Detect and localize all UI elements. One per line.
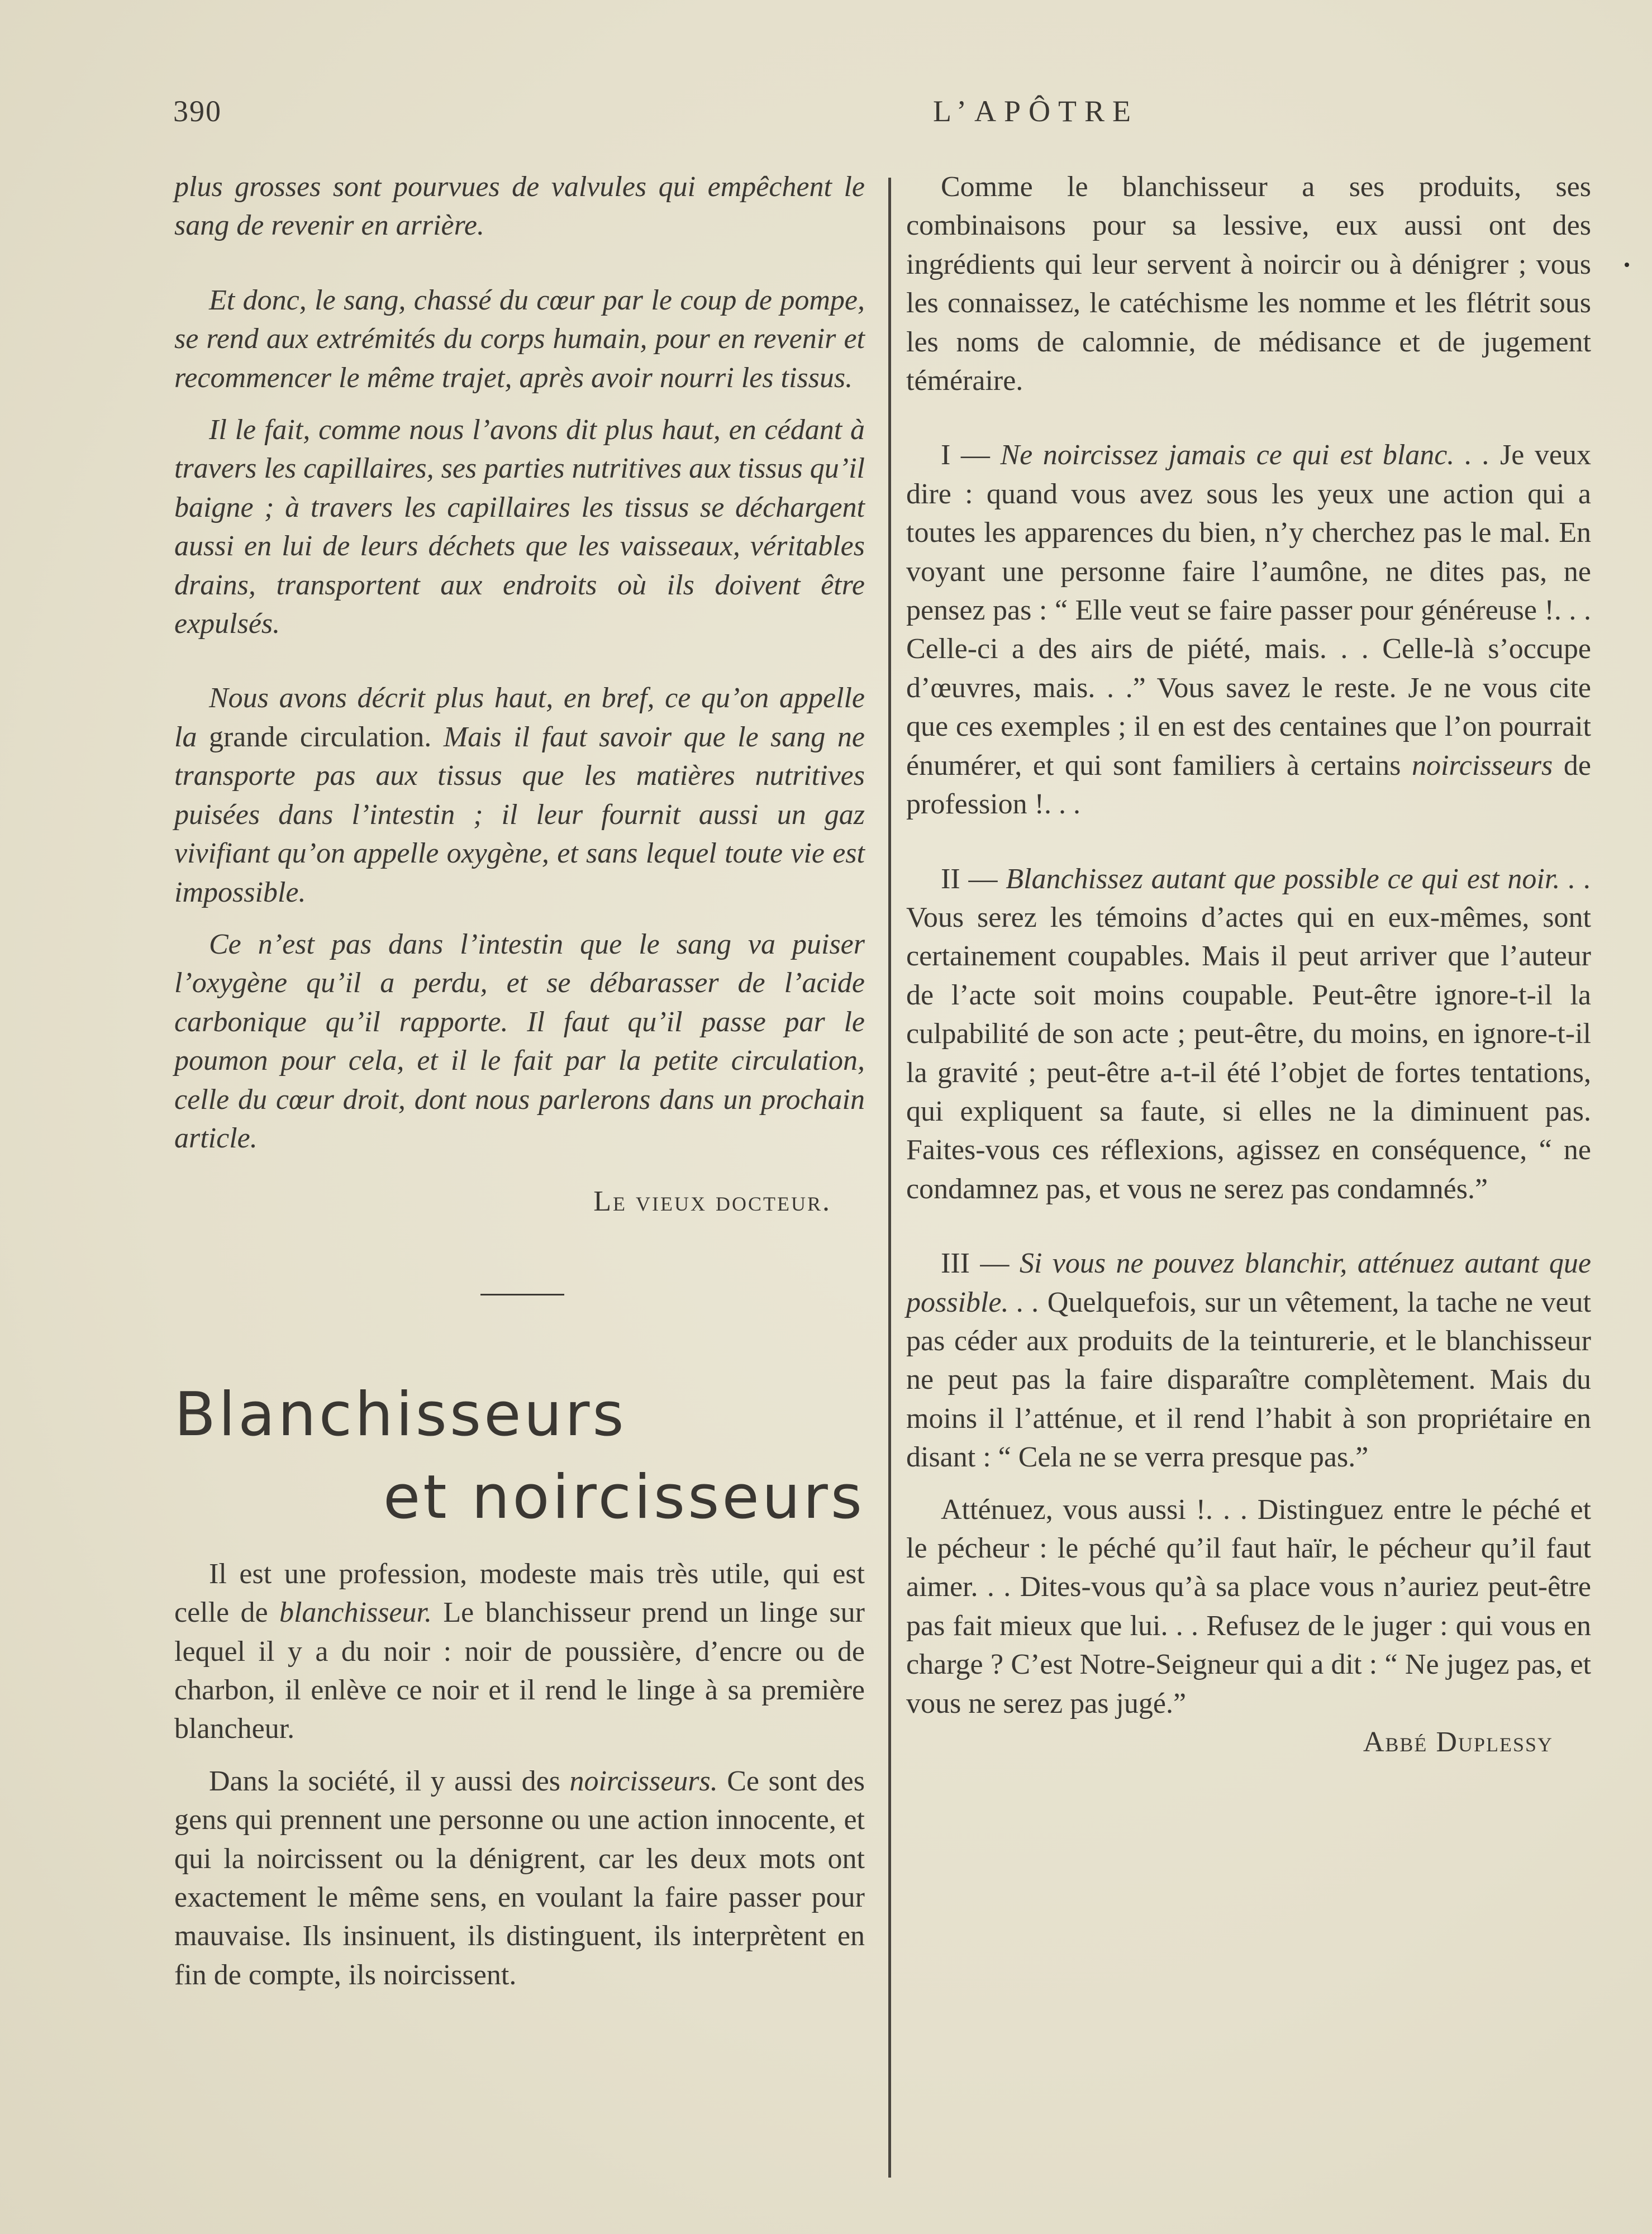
paragraph	[906, 436, 1591, 823]
text-span: Je veux dire : quand vous avez sous les yeux une action qui a toutes les apparences du bien, n’y cherchez pas le mal. En voyant une personne faire l’aumône, ne dites pas, ne pensez pas : “ Elle veut se faire passer pour généreuse !. . . Celle-ci a des airs de piété, mais. . . Celle-là s’occupe d’œuvres, mais. . .” Vous savez le reste. Je ne vous cite que ces exemples ; il en est des centaines que l’on pourrait énumérer, et qui sont familiers à certains	[906, 439, 1591, 782]
text-span: II —	[941, 863, 1006, 895]
text-span: Ne noircissez jamais ce qui est blanc. . .	[1000, 439, 1490, 471]
paragraph: Il le fait, comme nous l’avons dit plus haut, en cédant à travers les capillaires, ses parties nutritives aux tissus qu’il baigne ; à travers les capillaires les tissus se déchargent aussi en lui de leurs déchets que les vaisseaux, véritables drains, transportent aux endroits où ils doivent être expulsés.	[174, 414, 865, 640]
text-span: blanchisseur.	[279, 1597, 432, 1629]
paragraph: Comme le blanchisseur a ses produits, ses combinaisons pour sa lessive, eux aussi ont des ingrédients qui leur servent à noircir ou à dénigrer ; vous les connaissez, le catéchisme les nomme et les flétrit sous les noms de calomnie, de médisance et de jugement téméraire.	[906, 171, 1591, 397]
print-speck	[1625, 263, 1629, 267]
text-span: Dans la société, il y aussi des	[209, 1765, 570, 1797]
paragraph	[906, 1244, 1591, 1476]
section-rule	[480, 1294, 564, 1295]
left-column	[174, 168, 865, 1994]
signature: Abbé Duplessy	[1363, 1726, 1553, 1759]
text-span: Nous avons décrit plus haut, en bref, ce qu’on appelle la	[174, 682, 865, 753]
text-span: III —	[941, 1247, 1020, 1280]
text-span: Il est une profession, modeste mais très utile, qui est celle de	[174, 1557, 865, 1629]
text-span: de profession !. . .	[906, 749, 1591, 821]
text-span: noircisseurs.	[569, 1765, 718, 1797]
paragraph: Ce n’est pas dans l’intestin que le sang va puiser l’oxygène qu’il a perdu, et se débarasser de l’acide carbonique qu’il rapporte. Il faut qu’il passe par le poumon pour cela, et il le fait par la petite circulation, celle du cœur droit, dont nous parlerons dans un prochain article.	[174, 928, 865, 1154]
paragraph	[174, 1762, 865, 1994]
paragraph	[906, 860, 1591, 1209]
text-span: Mais il faut savoir que le sang ne transporte pas aux tissus que les matières nutritives puisées dans l’intestin ; il leur fournit aussi un gaz vivifiant qu’on appelle oxygène, et sans lequel toute vie est impossible.	[174, 721, 865, 908]
paragraph: Et donc, le sang, chassé du cœur par le coup de pompe, se rend aux extrémités du corps humain, pour en revenir et recommencer le même trajet, après avoir nourri les tissus.	[174, 284, 865, 394]
signature: Le vieux docteur.	[593, 1185, 831, 1218]
article-title	[174, 1374, 865, 1539]
article-title-line: et noircisseurs	[383, 1462, 865, 1532]
text-span: Si vous ne pouvez blanchir, atténuez autant que possible. . .	[906, 1247, 1591, 1318]
text-span: Ce sont des gens qui prennent une personne ou une action innocente, et qui la noircissent ou la dénigrent, car les deux mots ont exactement le même sens, en voulant la faire passer pour mauvaise. Ils insinuent, ils distinguent, ils interprètent en fin de compte, ils noircissent.	[174, 1765, 865, 1991]
paragraph	[174, 679, 865, 911]
paragraph: Atténuez, vous aussi !. . . Distinguez entre le péché et le pécheur : le péché qu’il faut haïr, le pécheur qu’il faut aimer. . . Dites-vous qu’à sa place vous n’auriez peut-être pas fait mieux que lui. . . Refusez de le juger : qui vous en charge ? C’est Notre-Seigneur qui a dit : “ Ne jugez pas, et vous ne serez pas jugé.”	[906, 1493, 1591, 1719]
article-title-line: Blanchisseurs	[174, 1379, 627, 1450]
paragraph-continuation: plus grosses sont pourvues de valvules qui empêchent le sang de revenir en arrière.	[174, 171, 865, 242]
text-span: I —	[941, 439, 1001, 471]
right-column	[906, 168, 1591, 1761]
text-span: grande circulation.	[208, 721, 432, 753]
text-span: Vous serez les témoins d’actes qui en eux-mêmes, sont certainement coupables. Mais il peut arriver que l’auteur de l’acte soit moins coupable. Peut-être ignore-t-il la culpabilité de son acte ; peut-être, du moins, en ignore-t-il la gravité ; peut-être a-t-il été l’objet de fortes tentations, qui expliquent sa faute, si elles ne la diminuent pas. Faites-vous ces réflexions, agissez en conséquence, “ ne condamnez pas, et vous ne serez pas condamnés.”	[906, 901, 1591, 1205]
paragraph	[174, 1555, 865, 1749]
column-divider	[888, 178, 891, 2178]
page-number: 390	[173, 94, 222, 128]
text-span: Blanchissez autant que possible ce qui est noir. . .	[1006, 863, 1591, 895]
page-header	[173, 94, 1592, 133]
text-span: Quelquefois, sur un vêtement, la tache ne veut pas céder aux produits de la teinturerie, et le blanchisseur ne peut pas la faire disparaître complètement. Mais du moins il l’atténue, et il rend l’habit à son propriétaire en disant : “ Cela ne se verra presque pas.”	[906, 1286, 1591, 1474]
text-span: Le blanchisseur prend un linge sur lequel il y a du noir : noir de poussière, d’encre ou de charbon, il enlève ce noir et il rend le linge à sa première blancheur.	[174, 1597, 865, 1745]
running-title: L’APÔTRE	[933, 94, 1139, 128]
text-span: noircisseurs	[1411, 749, 1553, 782]
